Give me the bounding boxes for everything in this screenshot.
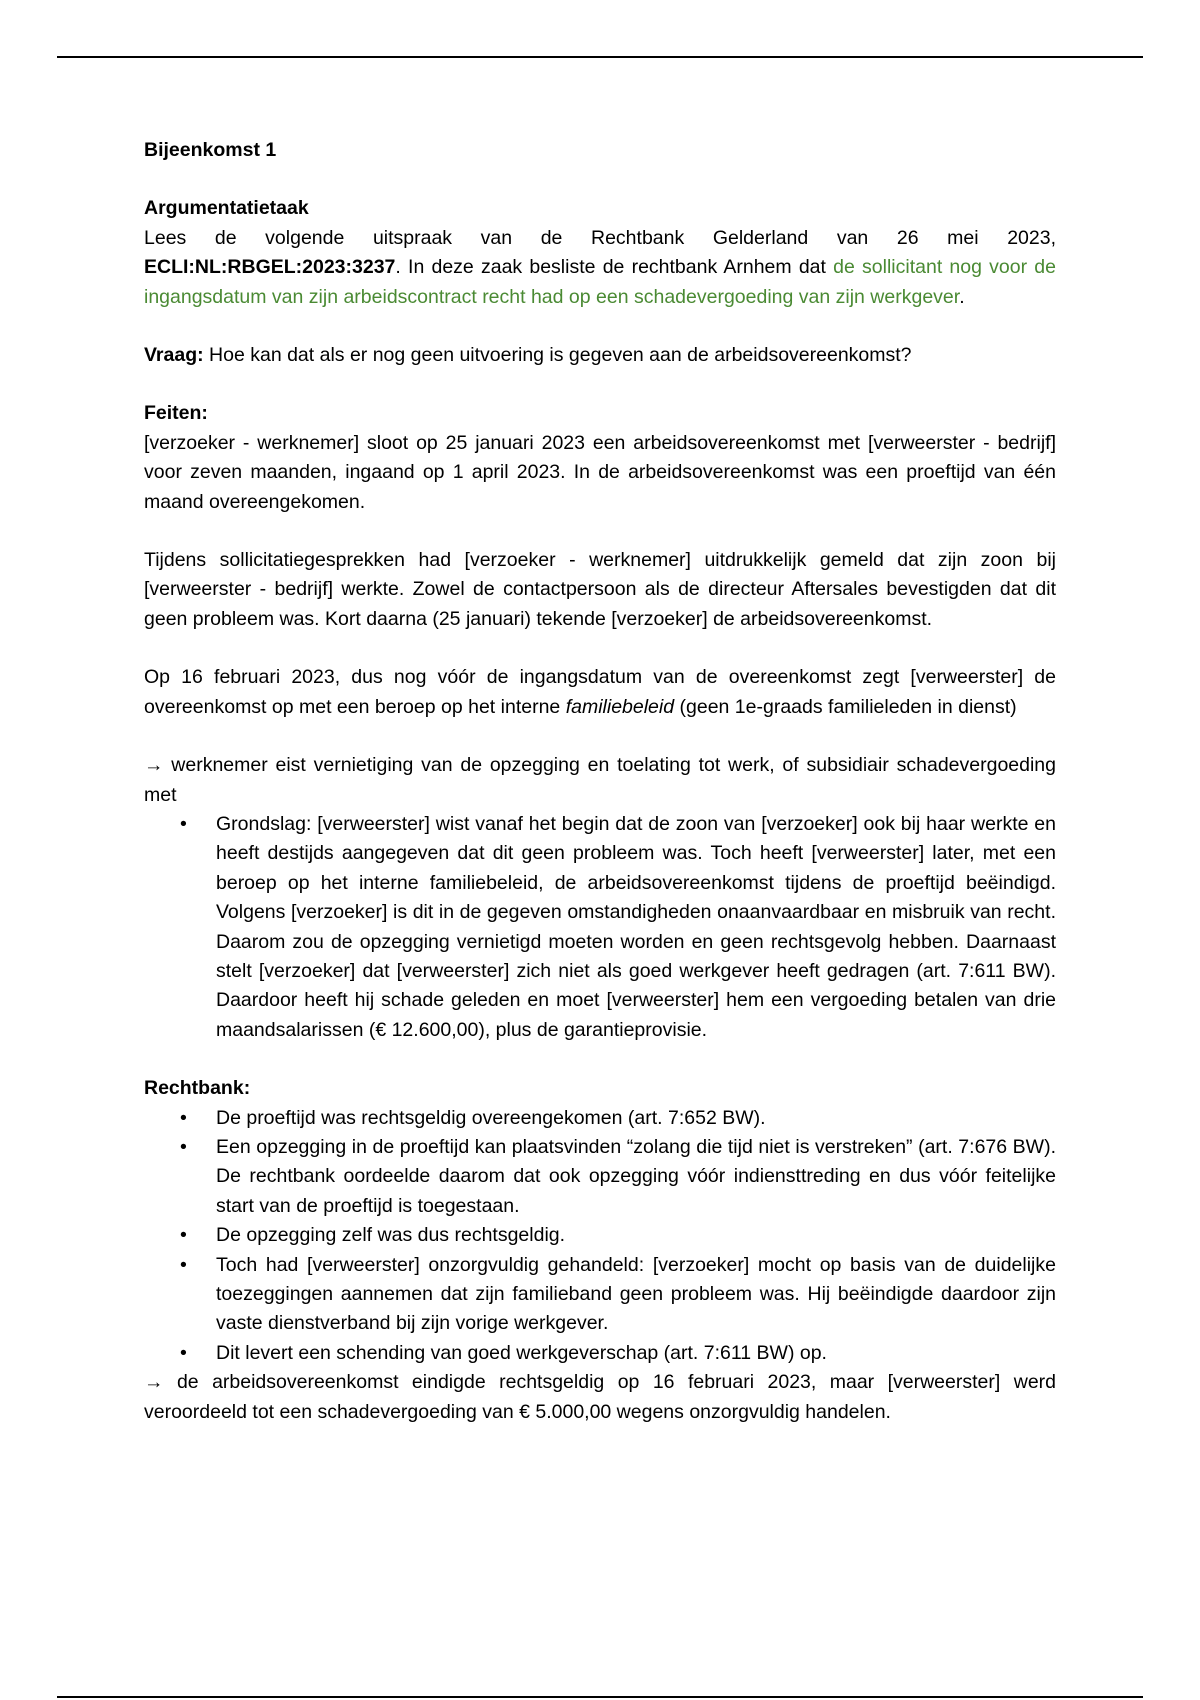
claim-paragraph: → werknemer eist vernietiging van de opzegging en toelating tot werk, of subsidiair schadevergoeding met bbox=[144, 754, 1056, 806]
question-text: Hoe kan dat als er nog geen uitvoering is gegeven aan de arbeidsovereenkomst? bbox=[203, 344, 912, 367]
document-page bbox=[144, 136, 1056, 1427]
question-label: Vraag: bbox=[144, 344, 204, 367]
facts-paragraph: [verzoeker - werknemer] sloot op 25 januari 2023 een arbeidsovereenkomst met [verweerster - bedrijf] voor zeven maanden, ingaand op 1 april 2023. In de arbeidsovereenkomst was een proeftijd van één maand overeengekomen. bbox=[144, 431, 1056, 513]
list-item-text: De opzegging zelf was dus rechtsgeldig. bbox=[216, 1224, 566, 1247]
bullet-icon: • bbox=[180, 1135, 187, 1158]
bullet-icon: • bbox=[180, 812, 187, 835]
facts-text: (geen 1e-graads familieleden in dienst) bbox=[674, 695, 1017, 718]
court-list bbox=[144, 1104, 1056, 1369]
facts-text: Op 16 februari 2023, dus nog vóór de ingangsdatum van de overeenkomst zegt [verweerster] de overeenkomst op met een beroep op het interne bbox=[144, 666, 1056, 718]
list-item bbox=[144, 810, 1056, 1045]
conclusion-paragraph: → de arbeidsovereenkomst eindigde rechtsgeldig op 16 februari 2023, maar [verweerster] werd veroordeeld tot een schadevergoeding van € 5.000,00 wegens onzorgvuldig handelen. bbox=[144, 1371, 1056, 1423]
ecli-reference: ECLI:NL:RBGEL:2023:3237 bbox=[144, 256, 396, 279]
intro-text: Lees de volgende uitspraak van de Rechtbank Gelderland van 26 mei 2023, bbox=[144, 226, 1056, 249]
facts-paragraph bbox=[144, 663, 1056, 722]
list-item-text: De proeftijd was rechtsgeldig overeengekomen (art. 7:652 BW). bbox=[216, 1106, 766, 1129]
page-heading: Bijeenkomst 1 bbox=[144, 139, 277, 161]
header-rule bbox=[57, 56, 1143, 58]
facts-label: Feiten: bbox=[144, 402, 208, 425]
familiebeleid-term: familiebeleid bbox=[565, 695, 675, 718]
list-item bbox=[144, 1339, 1056, 1368]
list-item-text: Grondslag: [verweerster] wist vanaf het begin dat de zoon van [verzoeker] ook bij haar werkte en heeft destijds aangegeven dat dit geen probleem was. Toch heeft [verweerster] later, met een beroep op het interne familiebeleid, de arbeidsovereenkomst tijdens de proeftijd beëindigd. Volgens [verzoeker] is dit in de gegeven omstandigheden onaanvaardbaar en misbruik van recht. Daarom zou de opzegging vernietigd moeten worden en geen rechtsgevolg hebben. Daarnaast stelt [verzoeker] dat [verweerster] zich niet als goed werkgever heeft gedragen (art. 7:611 BW). Daardoor heeft hij schade geleden en moet [verweerster] hem een vergoeding betalen van drie maandsalarissen (€ 12.600,00), plus de garantieprovisie. bbox=[216, 812, 1056, 1041]
list-item-text: Dit levert een schending van goed werkgeverschap (art. 7:611 BW) op. bbox=[216, 1341, 827, 1364]
intro-paragraph bbox=[144, 224, 1056, 312]
list-item bbox=[144, 1251, 1056, 1339]
grounds-list bbox=[144, 810, 1056, 1045]
question-paragraph bbox=[144, 341, 1056, 370]
court-label: Rechtbank: bbox=[144, 1077, 251, 1100]
bullet-icon: • bbox=[180, 1106, 187, 1129]
list-item bbox=[144, 1133, 1056, 1221]
task-title: Argumentatietaak bbox=[144, 197, 309, 220]
intro-text: . In deze zaak besliste de rechtbank Arnhem dat bbox=[395, 256, 834, 279]
bullet-icon: • bbox=[180, 1224, 187, 1247]
list-item-text: Een opzegging in de proeftijd kan plaatsvinden “zolang die tijd niet is verstreken” (art. 7:676 BW). De rechtbank oordeelde daarom dat ook opzegging vóór indiensttreding en dus vóór feitelijke start van de proeftijd is toegestaan. bbox=[216, 1135, 1056, 1217]
list-item bbox=[144, 1104, 1056, 1133]
list-item bbox=[144, 1221, 1056, 1250]
list-item-text: Toch had [verweerster] onzorgvuldig gehandeld: [verzoeker] mocht op basis van de duidelijke toezeggingen aannemen dat zijn familieband geen probleem was. Hij beëindigde daardoor zijn vaste dienstverband bij zijn vorige werkgever. bbox=[216, 1253, 1056, 1335]
footer-rule bbox=[57, 1696, 1143, 1698]
highlighted-ruling: de sollicitant nog voor de ingangsdatum van zijn arbeidscontract recht had op een schadevergoeding van zijn werkgever bbox=[144, 256, 1056, 308]
intro-text: . bbox=[959, 285, 965, 308]
bullet-icon: • bbox=[180, 1253, 187, 1276]
bullet-icon: • bbox=[180, 1341, 187, 1364]
facts-paragraph: Tijdens sollicitatiegesprekken had [verzoeker - werknemer] uitdrukkelijk gemeld dat zijn zoon bij [verweerster - bedrijf] werkte. Zowel de contactpersoon als de directeur Aftersales bevestigden dat dit geen probleem was. Kort daarna (25 januari) tekende [verzoeker] de arbeidsovereenkomst. bbox=[144, 549, 1056, 630]
